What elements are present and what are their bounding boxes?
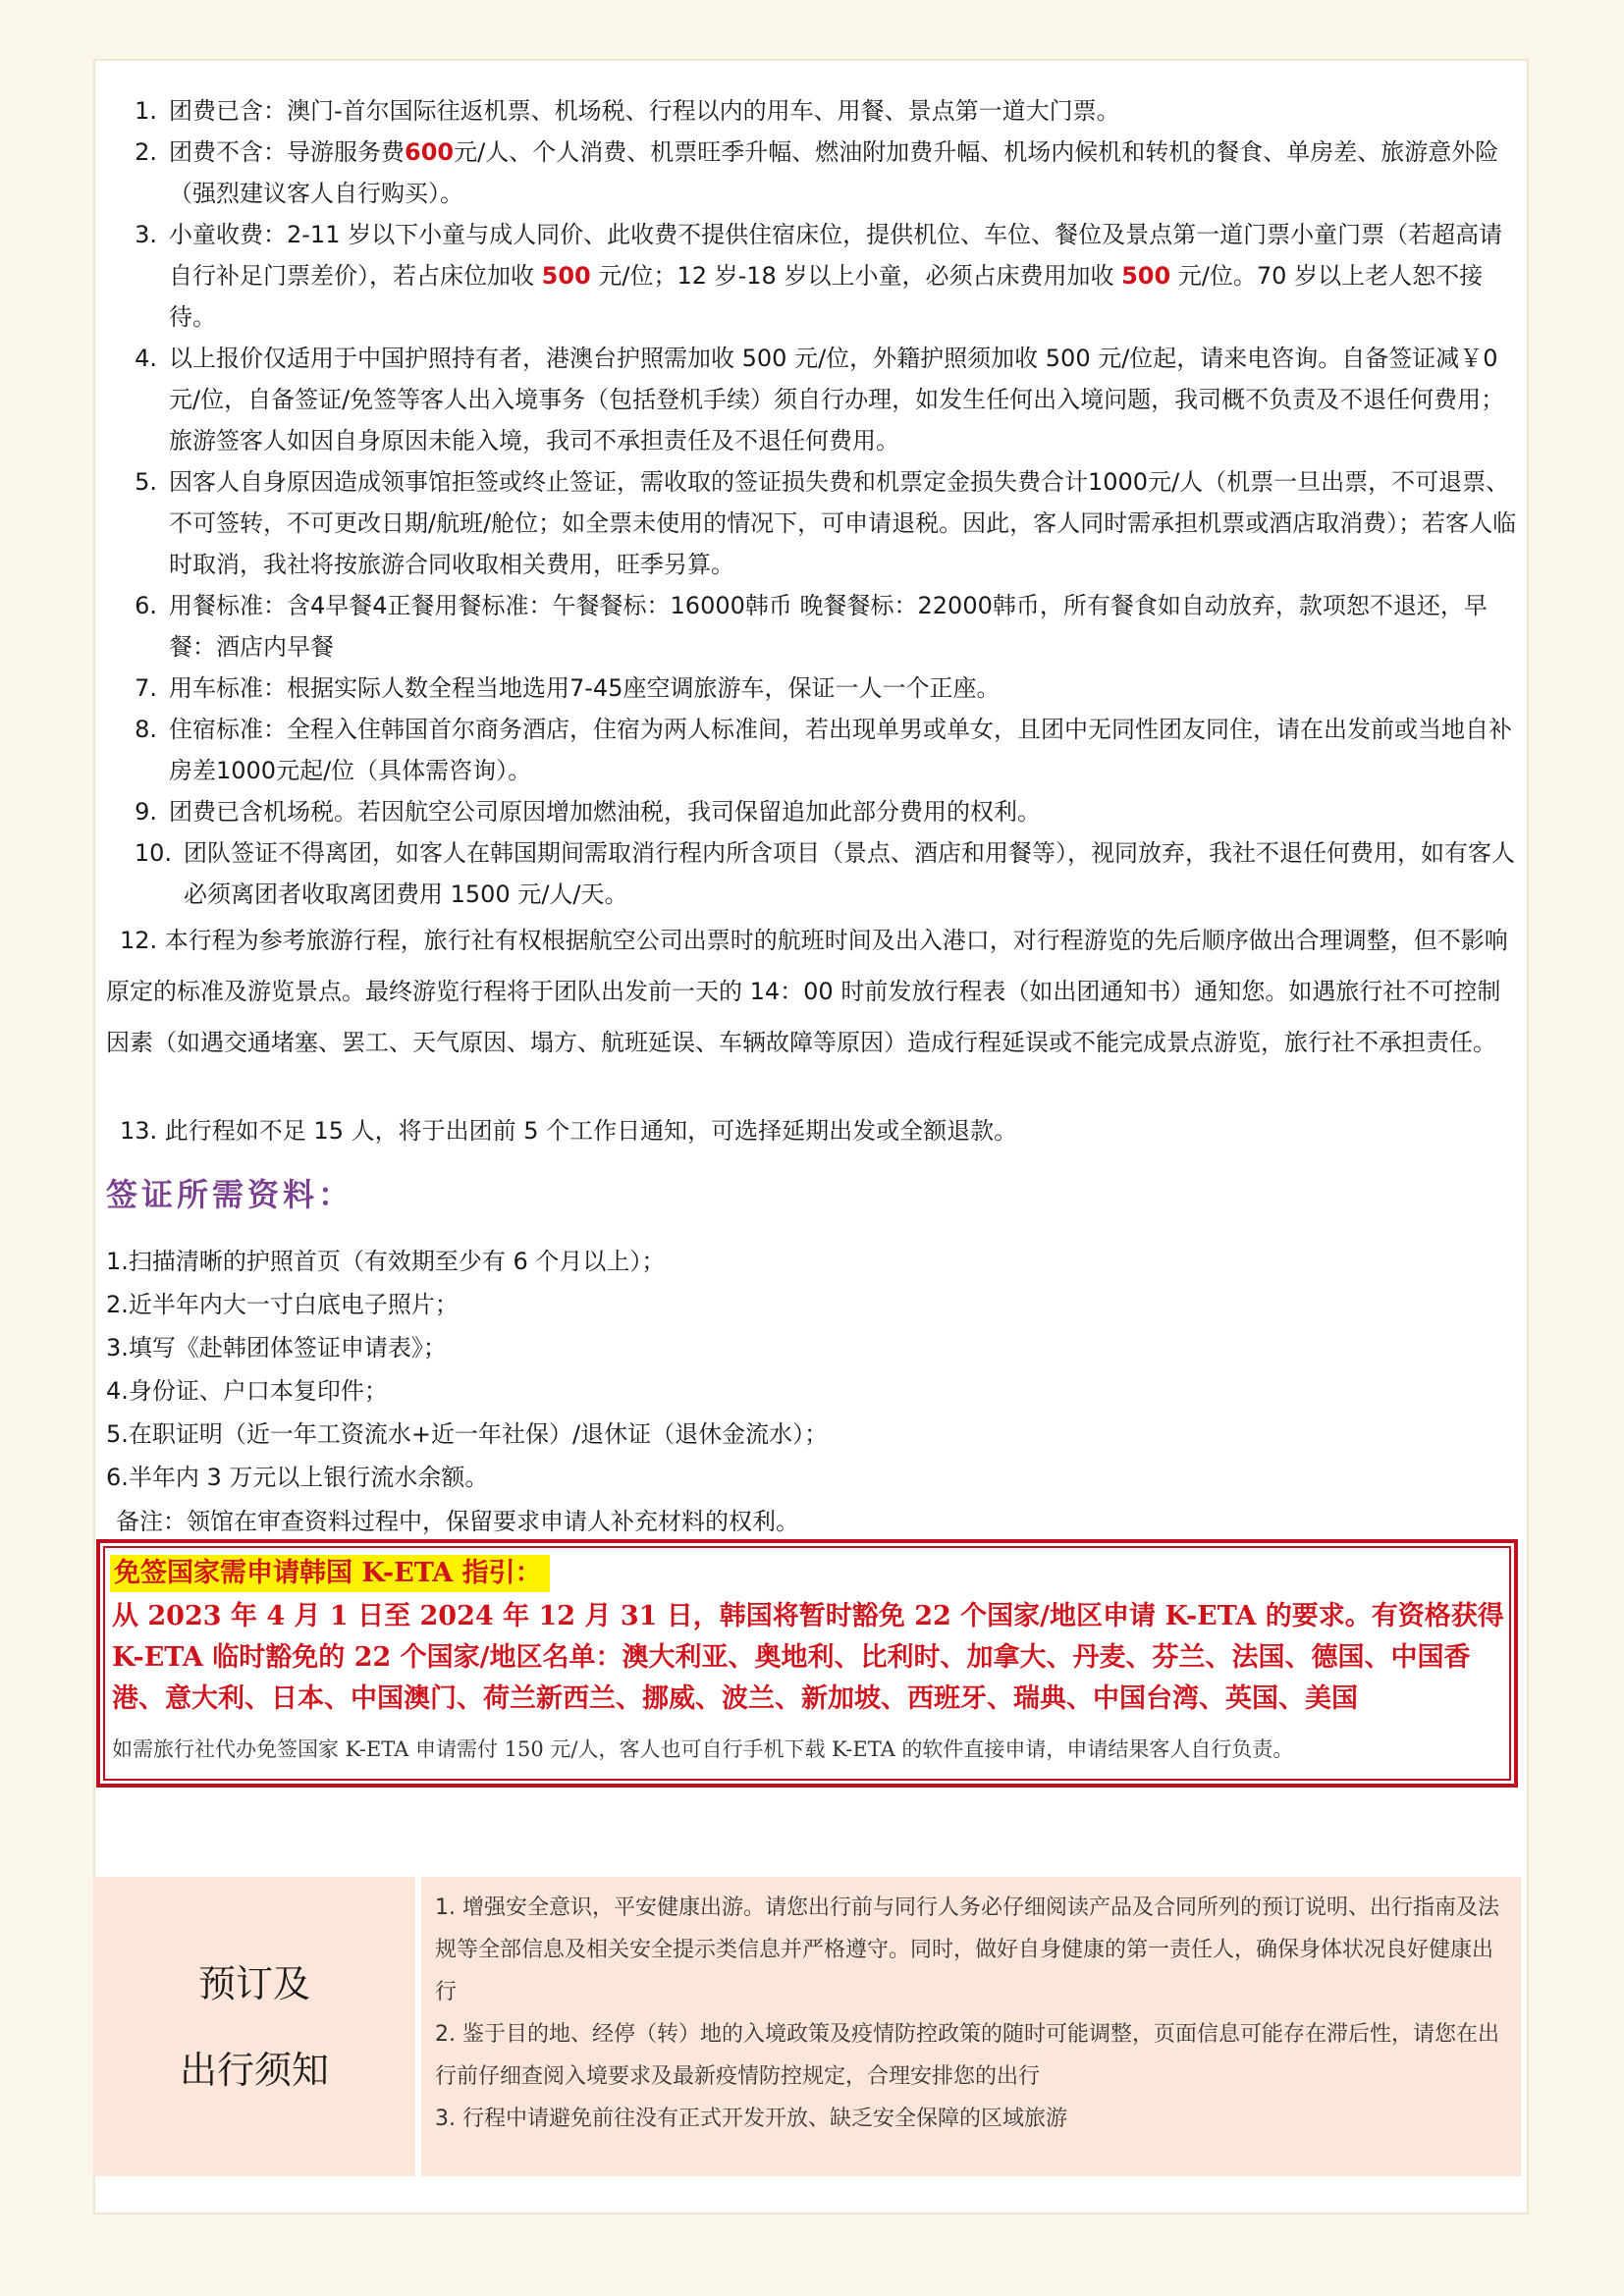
list-item: 3. 行程中请避免前往没有正式开发开放、缺乏安全保障的区域旅游 xyxy=(435,2107,1067,2131)
list-item: 1. 增强安全意识，平安健康出游。请您出行前与同行人务必仔细阅读产品及合同所列的预订说明、出行指南及法规等全部信息及相关安全提示类信息并严格遵守。同时，做好自身健康的第一责任人，确保身体状况良好健康出行 xyxy=(435,1896,1499,2004)
keta-fee-note: 如需旅行社代办免签国家 K-ETA 申请需付 150 元/人，客人也可自行手机下载 K-ETA 的软件直接申请，申请结果客人自行负责。 xyxy=(112,1737,1294,1761)
term-number: 6. xyxy=(135,592,157,619)
list-item: 6.半年内 3 万元以上银行流水余额。 xyxy=(106,1464,489,1491)
term-text: 团费已含：澳门-首尔国际往返机票、机场税、行程以内的用车、用餐、景点第一道大门票。 xyxy=(169,97,1120,125)
booking-label xyxy=(93,1877,415,2176)
term-text-part: 团费不含：导游服务费 xyxy=(169,138,405,166)
term-text-part: 元/位；12 岁-18 岁以上小童，必须占床费用加收 xyxy=(590,262,1122,290)
term-number: 2. xyxy=(135,138,157,166)
term-text: 因客人自身原因造成领事馆拒签或终止签证，需收取的签证损失费和机票定金损失费合计1000元/人（机票一旦出票，不可退票、不可签转，不可更改日期/航班/舱位；如全票未使用的情况下，可申请退税。因此，客人同时需承担机票或酒店取消费）；若客人临时取消，我社将按旅游合同收取相关费用，旺季另算。 xyxy=(169,468,1517,578)
list-item: 4.身份证、户口本复印件； xyxy=(106,1377,388,1405)
term-item xyxy=(113,832,1517,915)
term-text: 用车标准：根据实际人数全程当地选用7-45座空调旅游车，保证一人一个正座。 xyxy=(169,674,1001,702)
term-number: 4. xyxy=(135,345,157,372)
term-text-part: 元/人、个人消费、机票旺季升幅、燃油附加费升幅、机场内候机和转机的餐食、单房差、旅游意外险（强烈建议客人自行购买）。 xyxy=(169,138,1499,207)
term-text xyxy=(169,132,1517,214)
bed-fee-amount: 500 xyxy=(541,262,591,290)
term-number: 1. xyxy=(135,97,157,125)
term-text: 住宿标准：全程入住韩国首尔商务酒店，住宿为两人标准间，若出现单男或单女，且团中无同性团友同住，请在出发前或当地自补房差1000元起/位（具体需咨询）。 xyxy=(169,716,1512,784)
booking-notice-table xyxy=(93,1877,1521,2176)
term-text-part: 小童收费：2-11 岁以下小童与成人同价、此收费不提供住宿床位，提供机位、车位、餐位及景点第一道门票小童门票（若超高请自行补足门票差价），若占床位加收 xyxy=(169,221,1503,290)
keta-title: 免签国家需申请韩国 K-ETA 指引： xyxy=(110,1555,550,1592)
term-number: 10. xyxy=(134,839,172,867)
keta-body: 从 2023 年 4 月 1 日至 2024 年 12 月 31 日，韩国将暂时豁免 22 个国家/地区申请 K-ETA 的要求。有资格获得 K-ETA 临时豁免的 22 个国家/地区名单：澳大利亚、奥地利、比利时、加拿大、丹麦、芬兰、法国、德国、中国香港、意大利、日本、中国澳门、荷兰新西兰、挪威、波兰、新加坡、西班牙、瑞典、中国台湾、英国、美国 xyxy=(112,1601,1504,1714)
term-13: 13. 此行程如不足 15 人，将于出团前 5 个工作日通知，可选择延期出发或全额退款。 xyxy=(120,1117,1018,1145)
terms-list xyxy=(113,90,1517,915)
term-text xyxy=(169,214,1517,338)
list-item: 2. 鉴于目的地、经停（转）地的入境政策及疫情防控政策的随时可能调整，页面信息可能存在滞后性，请您在出行前仔细查阅入境要求及最新疫情防控规定，合理安排您的出行 xyxy=(435,2022,1499,2089)
term-item xyxy=(113,791,1517,832)
term-item xyxy=(113,90,1517,132)
list-item: 3.填写《赴韩团体签证申请表》； xyxy=(106,1334,447,1362)
booking-label-line: 预订及 xyxy=(197,1961,310,2005)
list-item: 2.近半年内大一寸白底电子照片； xyxy=(106,1291,459,1318)
term-number: 5. xyxy=(135,468,157,496)
term-item xyxy=(113,338,1517,461)
term-text: 以上报价仅适用于中国护照持有者，港澳台护照需加收 500 元/位，外籍护照须加收 500 元/位起，请来电咨询。自备签证减￥0 元/位，自备签证/免签等客人出入境事务（包括登机手续）须自行办理，如发生任何出入境问题，我司概不负责及不退任何费用；旅游签客人如因自身原因未能入境，我司不承担责任及不退任何费用。 xyxy=(169,345,1505,454)
term-number: 8. xyxy=(135,716,157,743)
term-text-part: 元/位。70 岁以上老人恕不接待。 xyxy=(169,262,1484,331)
visa-note: 备注：领馆在审查资料过程中，保留要求申请人补充材料的权利。 xyxy=(116,1508,799,1535)
term-item xyxy=(113,214,1517,338)
bed-fee-amount-teen: 500 xyxy=(1121,262,1171,290)
booking-content xyxy=(421,1877,1521,2176)
visa-requirements-list xyxy=(106,1240,1481,1499)
term-item xyxy=(113,461,1517,585)
term-item xyxy=(113,667,1517,709)
guide-fee-amount: 600 xyxy=(405,138,455,166)
term-number: 3. xyxy=(135,221,157,248)
term-text: 用餐标准：含4早餐4正餐用餐标准：午餐餐标：16000韩币 晚餐餐标：22000韩币，所有餐食如自动放弃，款项恕不退还，早餐：酒店内早餐 xyxy=(169,592,1488,661)
booking-label-line: 出行须知 xyxy=(179,2048,329,2092)
term-item xyxy=(113,132,1517,214)
visa-heading: 签证所需资料： xyxy=(106,1176,354,1213)
term-text: 团队签证不得离团，如客人在韩国期间需取消行程内所含项目（景点、酒店和用餐等），视同放弃，我社不退任何费用，如有客人必须离团者收取离团费用 1500 元/人/天。 xyxy=(184,839,1515,908)
term-item xyxy=(113,709,1517,791)
term-text: 团费已含机场税。若因航空公司原因增加燃油税，我司保留追加此部分费用的权利。 xyxy=(169,798,1041,826)
list-item: 5.在职证明（近一年工资流水+近一年社保）/退休证（退休金流水）； xyxy=(106,1420,829,1448)
term-number: 7. xyxy=(135,674,157,702)
term-number: 9. xyxy=(135,798,157,826)
list-item: 1.扫描清晰的护照首页（有效期至少有 6 个月以上）； xyxy=(106,1248,666,1275)
term-12: 12. 本行程为参考旅游行程，旅行社有权根据航空公司出票时的航班时间及出入港口，对行程游览的先后顺序做出合理调整，但不影响原定的标准及游览景点。最终游览行程将于团队出发前一天的 14：00 时前发放行程表（如出团通知书）通知您。如遇旅行社不可控制因素（如遇交通堵塞、罢工、天气原因、塌方、航班延误、车辆故障等原因）造成行程延误或不能完成景点游览，旅行社不承担责任。 xyxy=(106,927,1508,1056)
term-item xyxy=(113,585,1517,667)
